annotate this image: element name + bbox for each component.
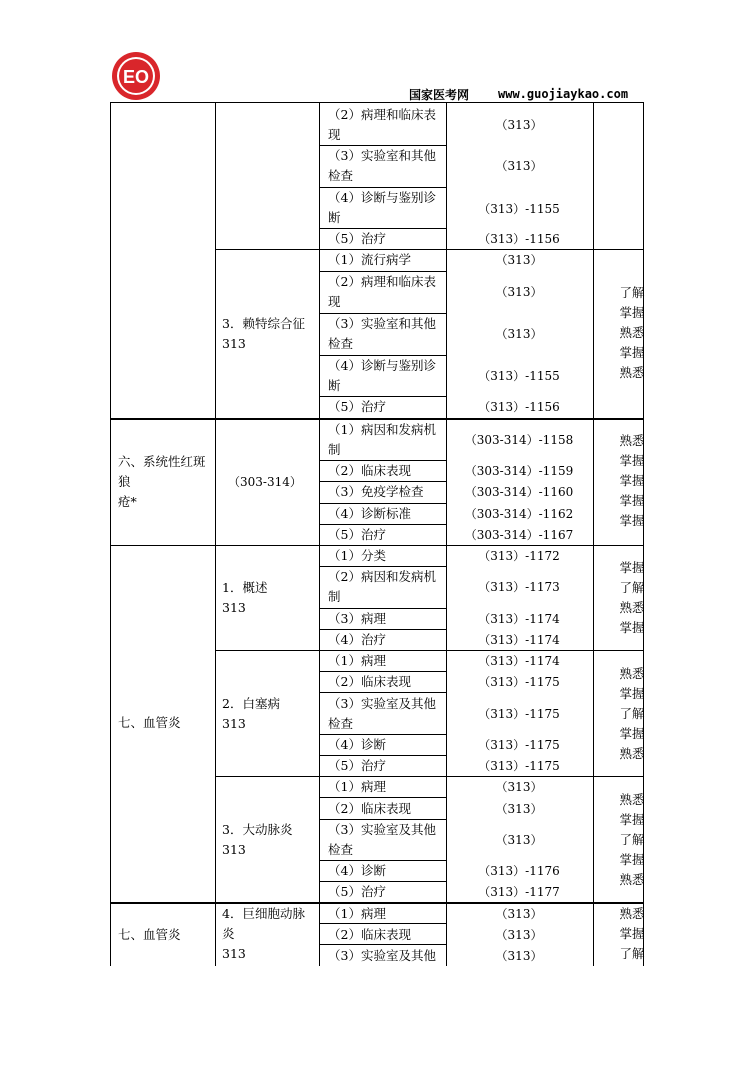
table-cell: （313）-1155	[478, 369, 560, 383]
table-cell: （313）	[495, 253, 543, 267]
table-cell: （2）临床表现	[328, 927, 411, 942]
topic-code: 313	[222, 946, 246, 961]
table-cell: （313）-1177	[478, 885, 560, 899]
topic-code: （303-314）	[228, 475, 302, 489]
site-logo	[110, 50, 162, 102]
table-cell: （2）病因和发病机	[328, 569, 436, 584]
table-cell: （313）-1173	[478, 580, 560, 594]
level-column: 熟悉 掌握 掌握 掌握 掌握	[619, 433, 645, 528]
level-column: 熟悉 掌握 了解 掌握 熟悉	[619, 792, 645, 887]
table-cell: 现	[328, 294, 341, 309]
table-cell: （4）诊断与鉴别诊	[328, 190, 436, 205]
table-cell: （4）诊断	[328, 737, 386, 752]
table-cell: （3）实验室及其他	[328, 822, 436, 837]
table-cell: （1）病理	[328, 653, 386, 668]
table-cell: （4）诊断	[328, 863, 386, 878]
table-cell: （5）治疗	[328, 399, 386, 414]
table-cell: （313）	[495, 949, 543, 963]
table-cell: （2）临床表现	[328, 463, 411, 478]
table-cell: 制	[328, 589, 341, 604]
level-column: 掌握 了解 熟悉 掌握	[619, 560, 645, 635]
table-cell: （313）-1156	[478, 232, 560, 246]
table-cell: 检查	[328, 842, 354, 857]
table-cell: （1）病理	[328, 779, 386, 794]
section-title: 六、系统性红斑	[118, 454, 206, 469]
table-cell: 现	[328, 127, 341, 142]
site-url[interactable]: www.guojiaykao.com	[498, 87, 629, 101]
topic-name: 4．巨细胞动脉	[222, 906, 305, 921]
table-cell: （313）-1175	[478, 759, 560, 773]
topic-code: 313	[222, 600, 246, 615]
table-cell: （313）	[495, 159, 543, 173]
table-cell: （313）	[495, 928, 543, 942]
site-title: 国家医考网	[409, 88, 470, 102]
table-cell: （303-314）-1158	[464, 433, 574, 447]
table-cell: （3）实验室及其他	[328, 948, 436, 963]
table-cell: （313）	[495, 907, 543, 921]
table-cell: （313）	[495, 802, 543, 816]
table-cell: （1）分类	[328, 548, 386, 563]
table-cell: （1）流行病学	[328, 252, 411, 267]
topic-name: 3．大动脉炎	[222, 822, 293, 837]
table-cell: （5）治疗	[328, 884, 386, 899]
topic-name: 炎	[222, 926, 235, 941]
table-cell: （1）病因和发病机	[328, 422, 436, 437]
table-cell: 检查	[328, 336, 354, 351]
table-cell: （2）临床表现	[328, 674, 411, 689]
table-cell: （3）病理	[328, 611, 386, 626]
table-cell: （313）	[495, 327, 543, 341]
table-cell: （303-314）-1162	[464, 507, 574, 521]
level-column: 熟悉 掌握 了解 掌握 熟悉	[619, 666, 645, 761]
section-title: 七、血管炎	[118, 715, 181, 730]
section-title: 疮*	[118, 494, 137, 509]
topic-code: 313	[222, 716, 246, 731]
table-cell: （5）治疗	[328, 758, 386, 773]
table-cell: （313）	[495, 285, 543, 299]
table-cell: （313）-1176	[478, 864, 560, 878]
table-cell: （4）诊断与鉴别诊	[328, 358, 436, 373]
table-cell: （313）-1174	[478, 654, 560, 668]
table-cell: （313）-1155	[478, 202, 560, 216]
table-cell: （5）治疗	[328, 527, 386, 542]
level-column: 熟悉 掌握 了解	[619, 906, 645, 961]
table-cell: （313）-1156	[478, 400, 560, 414]
table-cell: （5）治疗	[328, 231, 386, 246]
topic-code: 313	[222, 842, 246, 857]
table-cell: （1）病理	[328, 906, 386, 921]
topic-name: 2．白塞病	[222, 696, 280, 711]
table-cell: 检查	[328, 168, 354, 183]
table-cell: （313）	[495, 780, 543, 794]
table-cell: （313）-1175	[478, 675, 560, 689]
table-cell: （3）实验室和其他	[328, 316, 436, 331]
table-cell: （303-314）-1160	[464, 485, 574, 499]
table-cell: （313）-1174	[478, 633, 560, 647]
table-cell: （313）-1174	[478, 612, 560, 626]
table-cell: （313）-1175	[478, 738, 560, 752]
table-cell: （313）-1172	[478, 549, 560, 563]
topic-name: 1．概述	[222, 580, 268, 595]
table-cell: 断	[328, 378, 341, 393]
table-cell: （2）病理和临床表	[328, 107, 436, 122]
section-title: 狼	[118, 474, 131, 489]
topic-name: 3．赖特综合征	[222, 316, 305, 331]
level-column: 了解 掌握 熟悉 掌握 熟悉	[619, 285, 645, 380]
table-cell: 检查	[328, 716, 354, 731]
table-cell: 制	[328, 442, 341, 457]
topic-code: 313	[222, 336, 246, 351]
table-cell: （2）病理和临床表	[328, 274, 436, 289]
table-cell: （4）治疗	[328, 632, 386, 647]
table-cell: （3）免疫学检查	[328, 484, 424, 499]
table-cell: （313）	[495, 833, 543, 847]
table-cell: （313）-1175	[478, 707, 560, 721]
table-cell: （303-314）-1167	[464, 528, 574, 542]
logo-text: EO	[122, 67, 150, 87]
table-cell: （303-314）-1159	[464, 464, 574, 478]
table-cell: （4）诊断标准	[328, 506, 411, 521]
section-title: 七、血管炎	[118, 927, 181, 942]
table-cell: 断	[328, 210, 341, 225]
table-cell: （3）实验室和其他	[328, 148, 436, 163]
table-cell: （2）临床表现	[328, 801, 411, 816]
table-cell: （313）	[495, 118, 543, 132]
table-cell: （3）实验室及其他	[328, 696, 436, 711]
